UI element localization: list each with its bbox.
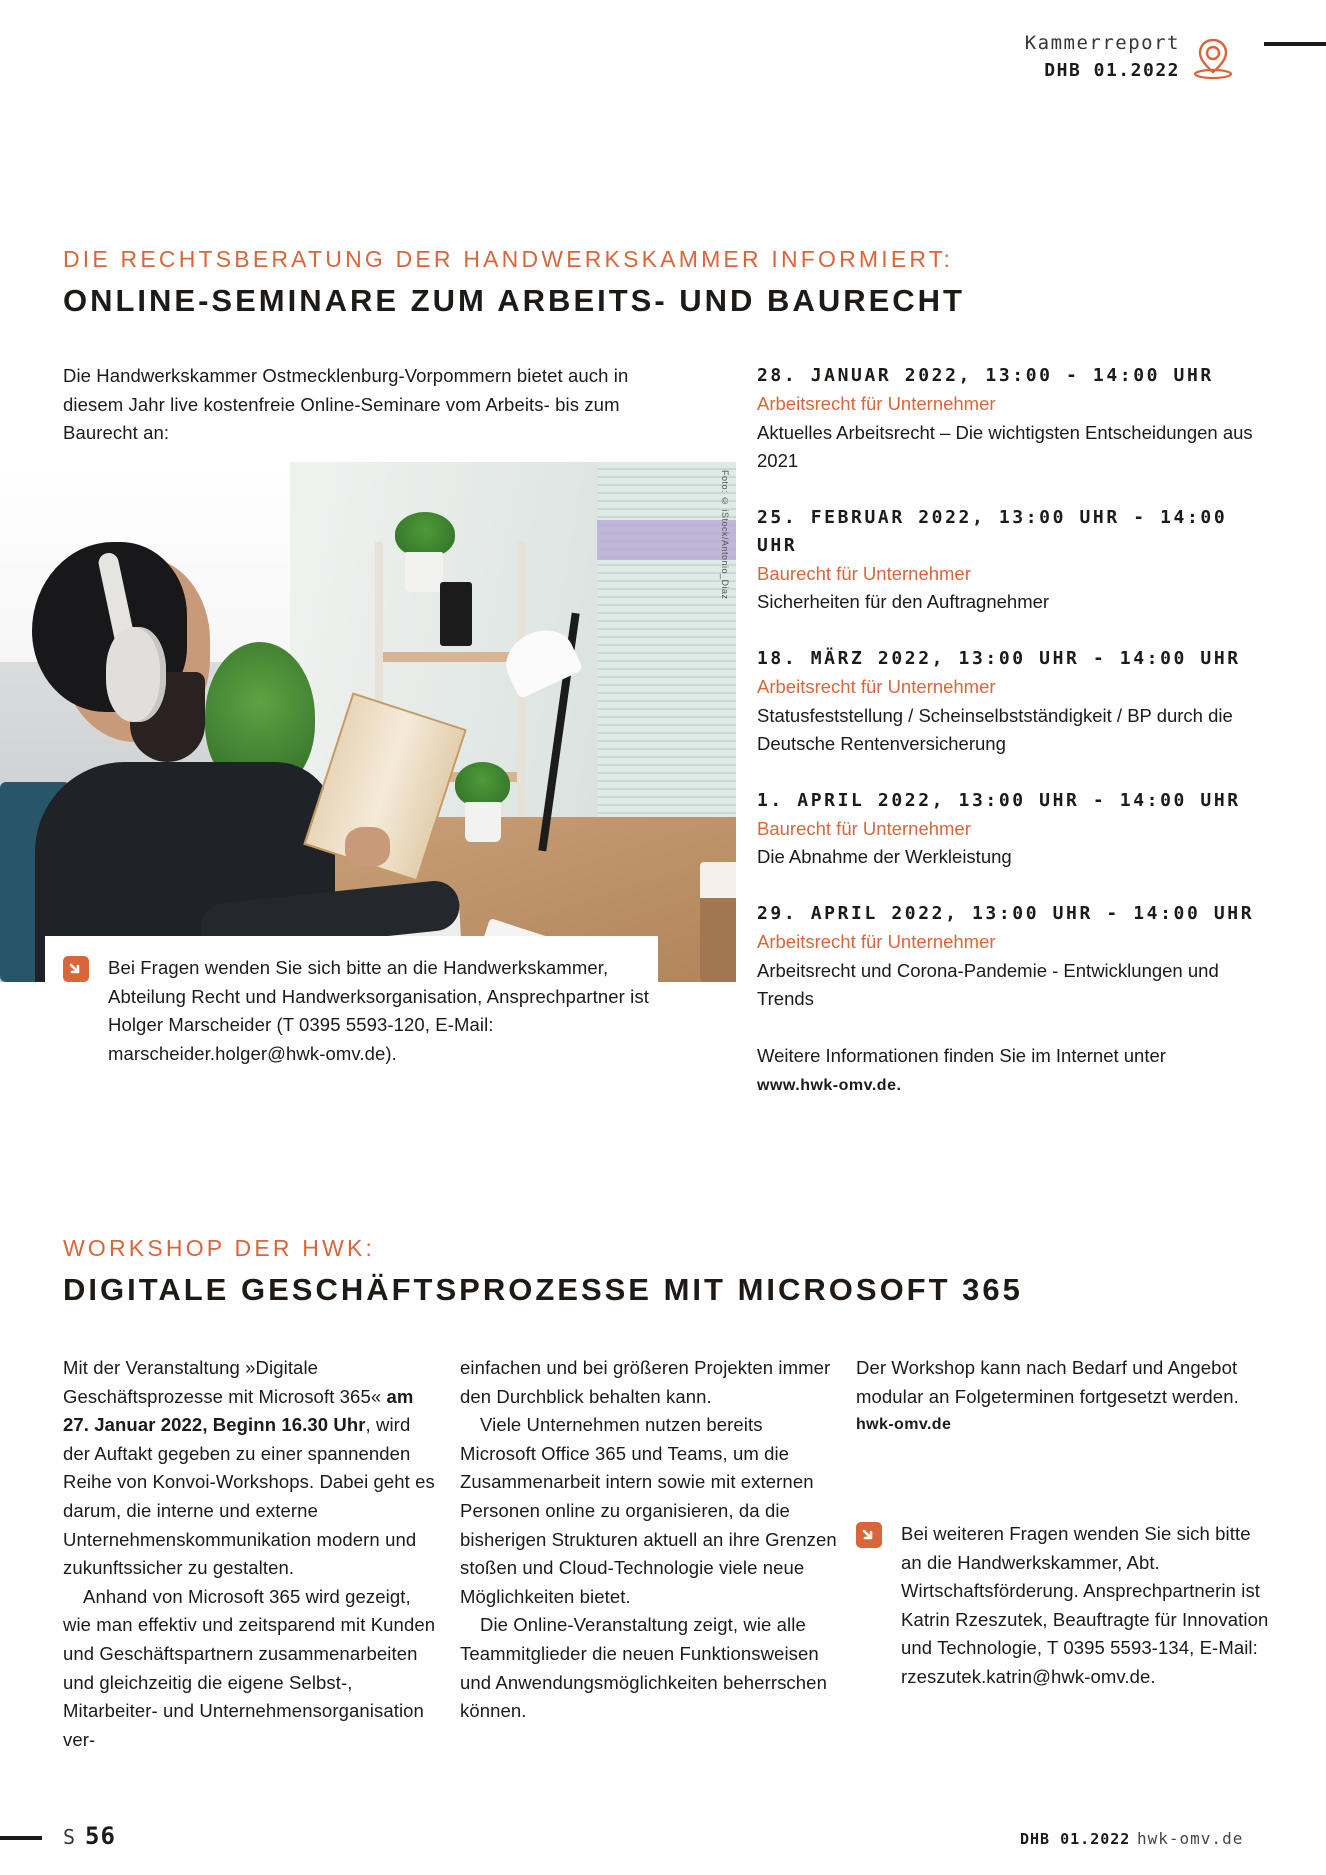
- more-info: [757, 1042, 1257, 1101]
- section2-headline: DIGITALE GESCHÄFTSPROZESSE MIT MICROSOFT 365: [63, 1272, 1023, 1307]
- section2-kicker: WORKSHOP DER HWK:: [63, 1235, 376, 1261]
- workshop-paragraph: Der Workshop kann nach Bedarf und Angebot modular an Folgeterminen fortgesetzt werden.: [856, 1357, 1239, 1407]
- event-date: 25. FEBRUAR 2022, 13:00 UHR - 14:00 UHR: [757, 506, 1228, 556]
- workshop-paragraph: Viele Unternehmen nutzen bereits Microsoft Office 365 und Teams, um die Zusammenarbeit intern sowie mit externen Personen online zu organisieren, da die bisherigen Strukturen aktuell an ihre Grenzen stoßen und Cloud-Technologie viele neue Möglichkeiten bietet.: [460, 1414, 837, 1607]
- photo-speaker: [440, 582, 472, 646]
- event-item: [757, 645, 1257, 759]
- arrow-down-right-icon: [63, 956, 89, 982]
- running-header-kicker: Kammerreport: [1024, 32, 1180, 54]
- section1-headline: ONLINE-SEMINARE ZUM ARBEITS- UND BAURECHT: [63, 283, 965, 318]
- article-photo: [0, 462, 736, 982]
- headphone-cup: [106, 627, 166, 722]
- contact-box-legal: [45, 936, 658, 1086]
- workshop-column-3: [856, 1354, 1256, 1440]
- paragraph-text: , wird der Auftakt gegeben zu einer spannenden Reihe von Konvoi-Workshops. Dabei geht es darum, die interne und externe Unternehmenskommunikation modern und zukunftssicher zu gestalten.: [63, 1414, 435, 1579]
- event-item: [757, 362, 1257, 476]
- event-date: 18. MÄRZ 2022, 13:00 UHR - 14:00 UHR: [757, 647, 1241, 669]
- photo-plant-small: [455, 762, 510, 807]
- photo-plant: [395, 512, 455, 557]
- event-description: Die Abnahme der Werkleistung: [757, 846, 1012, 868]
- photo-hand: [345, 827, 390, 867]
- workshop-column-1: [63, 1354, 438, 1754]
- workshop-paragraph: [63, 1354, 438, 1583]
- event-description: Sicherheiten für den Auftragnehmer: [757, 591, 1050, 613]
- page-number: 56: [85, 1822, 116, 1850]
- photo-credit: Foto: © iStock/Antonio_Diaz: [720, 470, 730, 600]
- running-header-issue: DHB 01.2022: [1044, 60, 1180, 81]
- workshop-column-2: [460, 1354, 838, 1726]
- event-category: Baurecht für Unternehmer: [757, 817, 971, 839]
- event-description: Statusfeststellung / Scheinselbstständigkeit / BP durch die Deutsche Rentenversicherung: [757, 704, 1233, 755]
- header-rule: [1264, 42, 1326, 46]
- footer-rule: [0, 1836, 42, 1840]
- footer-site: hwk-omv.de: [1137, 1829, 1244, 1848]
- photo-pot-small: [465, 802, 501, 842]
- event-date-highlight: am 27. Januar 2022, Beginn 16.30 Uhr: [63, 1385, 414, 1436]
- photo-cup: [700, 862, 736, 982]
- event-category: Baurecht für Unternehmer: [757, 562, 971, 584]
- workshop-paragraph: Anhand von Microsoft 365 wird gezeigt, wie man effektiv und zeitsparend mit Kunden und Geschäftspartnern zusammenarbeiten und gleichzeitig die eigene Selbst-, Mitarbeiter- und Unternehmensorganisation ver-: [63, 1585, 436, 1750]
- more-info-text: Weitere Informationen finden Sie im Internet unter: [757, 1044, 1166, 1066]
- arrow-down-right-icon: [856, 1522, 882, 1548]
- page-prefix: S: [63, 1825, 76, 1849]
- contact-box-legal-text: Bei Fragen wenden Sie sich bitte an die Handwerkskammer, Abteilung Recht und Handwerksorganisation, Ansprechpartner ist Holger Marscheider (T 0395 5593-120, E-Mail: marscheider.holger@hwk-omv.de).: [108, 957, 649, 1064]
- event-item: [757, 787, 1257, 872]
- event-category: Arbeitsrecht für Unternehmer: [757, 675, 996, 697]
- workshop-paragraph: einfachen und bei größeren Projekten immer den Durchblick behalten kann.: [460, 1357, 831, 1407]
- section1-intro: Die Handwerkskammer Ostmecklenburg-Vorpommern bietet auch in diesem Jahr live kostenfreie Online-Seminare vom Arbeits- bis zum Baurecht an:: [63, 365, 629, 444]
- location-pin-icon: [1190, 36, 1236, 82]
- event-item: [757, 504, 1257, 617]
- website-link[interactable]: www.hwk-omv.de.: [757, 1077, 902, 1095]
- event-description: Aktuelles Arbeitsrecht – Die wichtigsten Entscheidungen aus 2021: [757, 421, 1253, 472]
- website-link[interactable]: hwk-omv.de: [856, 1416, 952, 1434]
- event-description: Arbeitsrecht und Corona-Pandemie - Entwicklungen und Trends: [757, 959, 1219, 1010]
- event-item: [757, 900, 1257, 1014]
- event-date: 28. JANUAR 2022, 13:00 - 14:00 UHR: [757, 365, 1214, 386]
- section1-kicker: DIE RECHTSBERATUNG DER HANDWERKSKAMMER INFORMIERT:: [63, 246, 954, 272]
- paragraph-text: Mit der Veranstaltung »Digitale Geschäftsprozesse mit Microsoft 365«: [63, 1357, 387, 1407]
- event-category: Arbeitsrecht für Unternehmer: [757, 393, 996, 414]
- event-date: 1. APRIL 2022, 13:00 UHR - 14:00 UHR: [757, 789, 1241, 811]
- footer-issue: DHB 01.2022: [1020, 1830, 1131, 1848]
- contact-box-workshop-text: Bei weiteren Fragen wenden Sie sich bitte an die Handwerkskammer, Abt. Wirtschaftsförderung. Ansprechpartnerin ist Katrin Rzeszutek, Beauftragte für Innovation und Technologie, T 0395 5593-134, E-Mail: rzeszutek.katrin@hwk-omv.de.: [901, 1523, 1269, 1687]
- event-category: Arbeitsrecht für Unternehmer: [757, 930, 996, 952]
- workshop-paragraph: Die Online-Veranstaltung zeigt, wie alle Teammitglieder die neuen Funktionsweisen und Anwendungsmöglichkeiten beherrschen können.: [460, 1614, 827, 1722]
- contact-box-workshop: [856, 1520, 1276, 1692]
- photo-screen-bar: [597, 520, 736, 560]
- event-date: 29. APRIL 2022, 13:00 UHR - 14:00 UHR: [757, 902, 1255, 924]
- event-list: [757, 362, 1257, 1101]
- photo-pot: [405, 552, 443, 592]
